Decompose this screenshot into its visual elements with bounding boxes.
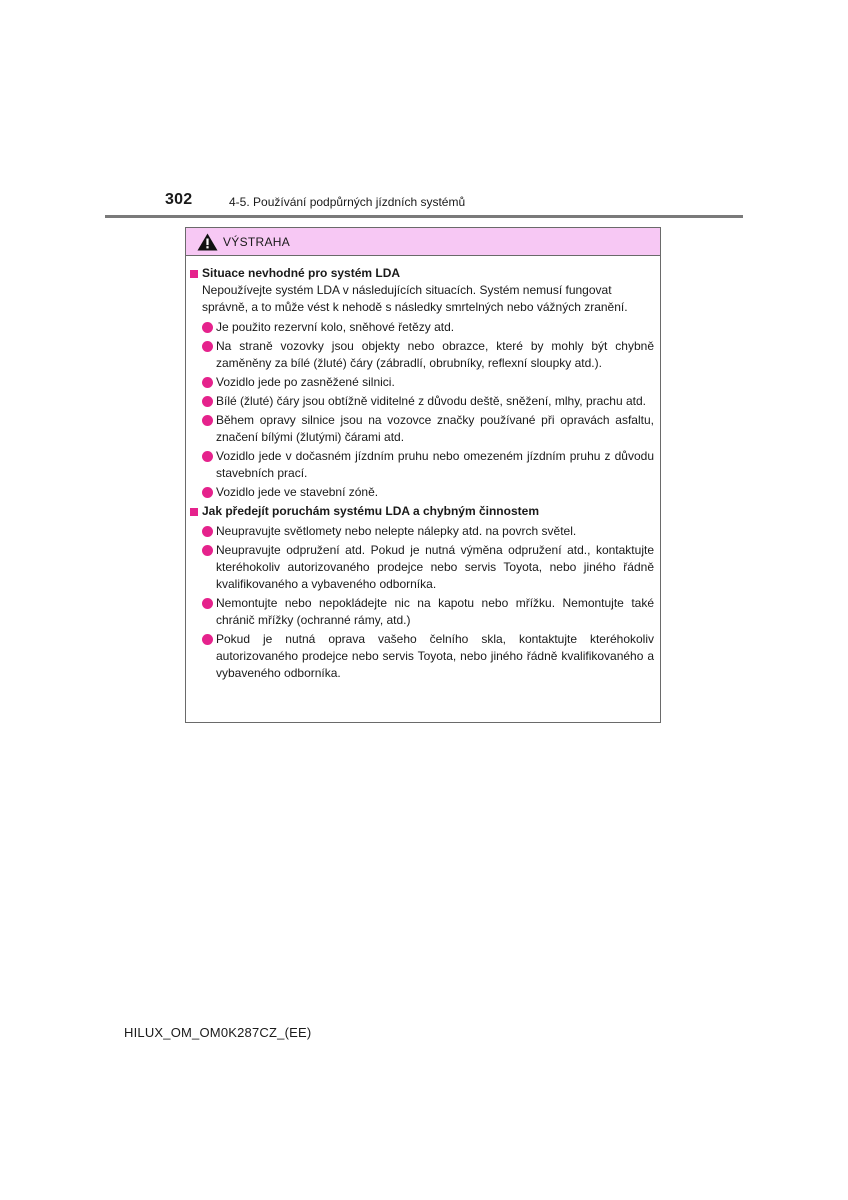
list-item xyxy=(202,319,660,336)
square-bullet-icon xyxy=(190,508,198,516)
list-item-text: Je použito rezervní kolo, sněhové řetězy atd. xyxy=(216,320,455,334)
dot-bullet-icon xyxy=(202,487,213,498)
warning-triangle-icon xyxy=(197,233,218,251)
dot-bullet-icon xyxy=(202,598,213,609)
section-intro: Nepoužívejte systém LDA v následujících situacích. Systém nemusí fungovat správně, a to může vést k nehodě s následky smrtelných nebo vážných zranění. xyxy=(202,283,628,314)
square-bullet-icon xyxy=(190,270,198,278)
warning-box xyxy=(185,227,661,723)
section-title: 4-5. Používání podpůrných jízdních systémů xyxy=(229,195,466,209)
list-item-text: Pokud je nutná oprava vašeho čelního skla, kontaktujte kteréhokoliv autorizovaného prodejce nebo servis Toyota, nebo jiného řádně kvalifikovaného a vybaveného odborníka. xyxy=(216,632,654,680)
dot-bullet-icon xyxy=(202,415,213,426)
dot-bullet-icon xyxy=(202,341,213,352)
dot-bullet-icon xyxy=(202,377,213,388)
list-item xyxy=(202,338,660,372)
warning-header xyxy=(186,228,660,256)
list-item-text: Během opravy silnice jsou na vozovce značky používané při opravách asfaltu, značení bílými (žlutými) čárami atd. xyxy=(216,413,654,444)
list-item xyxy=(202,542,660,593)
list-item xyxy=(202,412,660,446)
section-heading-text: Situace nevhodné pro systém LDA xyxy=(202,266,401,280)
document-code: HILUX_OM_OM0K287CZ_(EE) xyxy=(124,1025,312,1040)
list-item-text: Bílé (žluté) čáry jsou obtížně viditelné z důvodu deště, sněžení, mlhy, prachu atd. xyxy=(216,394,647,408)
bullet-list xyxy=(190,523,660,682)
list-item xyxy=(202,374,660,391)
list-item-text: Vozidlo jede po zasněžené silnici. xyxy=(216,375,395,389)
dot-bullet-icon xyxy=(202,451,213,462)
list-item xyxy=(202,393,660,410)
dot-bullet-icon xyxy=(202,322,213,333)
list-item xyxy=(202,523,660,540)
list-item-text: Vozidlo jede ve stavební zóně. xyxy=(216,485,379,499)
list-item xyxy=(202,631,660,682)
warning-body xyxy=(186,256,660,682)
list-item xyxy=(202,484,660,501)
bullet-list xyxy=(190,319,660,501)
header-divider xyxy=(105,215,743,218)
list-item-text: Neupravujte odpružení atd. Pokud je nutná výměna odpružení atd., kontaktujte kteréhokoliv autorizovaného prodejce nebo servis Toyota, nebo jiného řádně kvalifikovaného a vybaveného odborníka. xyxy=(216,543,654,591)
warning-label: VÝSTRAHA xyxy=(223,234,291,249)
section-heading xyxy=(190,265,660,282)
list-item-text: Nemontujte nebo nepokládejte nic na kapotu nebo mřížku. Nemontujte také chránič mřížky (ochranné rámy, atd.) xyxy=(216,596,654,627)
dot-bullet-icon xyxy=(202,634,213,645)
list-item-text: Neupravujte světlomety nebo nelepte nálepky atd. na povrch světel. xyxy=(216,524,577,538)
page-number: 302 xyxy=(165,191,193,208)
section-heading-text: Jak předejít poruchám systému LDA a chybným činnostem xyxy=(202,504,539,518)
list-item-text: Vozidlo jede v dočasném jízdním pruhu nebo omezeném jízdním pruhu z důvodu stavebních prací. xyxy=(216,449,654,480)
list-item-text: Na straně vozovky jsou objekty nebo obrazce, které by mohly být chybně zaměněny za bílé (žluté) čáry (zábradlí, obrubníky, reflexní sloupky atd.). xyxy=(216,339,654,370)
dot-bullet-icon xyxy=(202,545,213,556)
dot-bullet-icon xyxy=(202,526,213,537)
dot-bullet-icon xyxy=(202,396,213,407)
list-item xyxy=(202,595,660,629)
list-item xyxy=(202,448,660,482)
section-heading xyxy=(190,503,660,520)
